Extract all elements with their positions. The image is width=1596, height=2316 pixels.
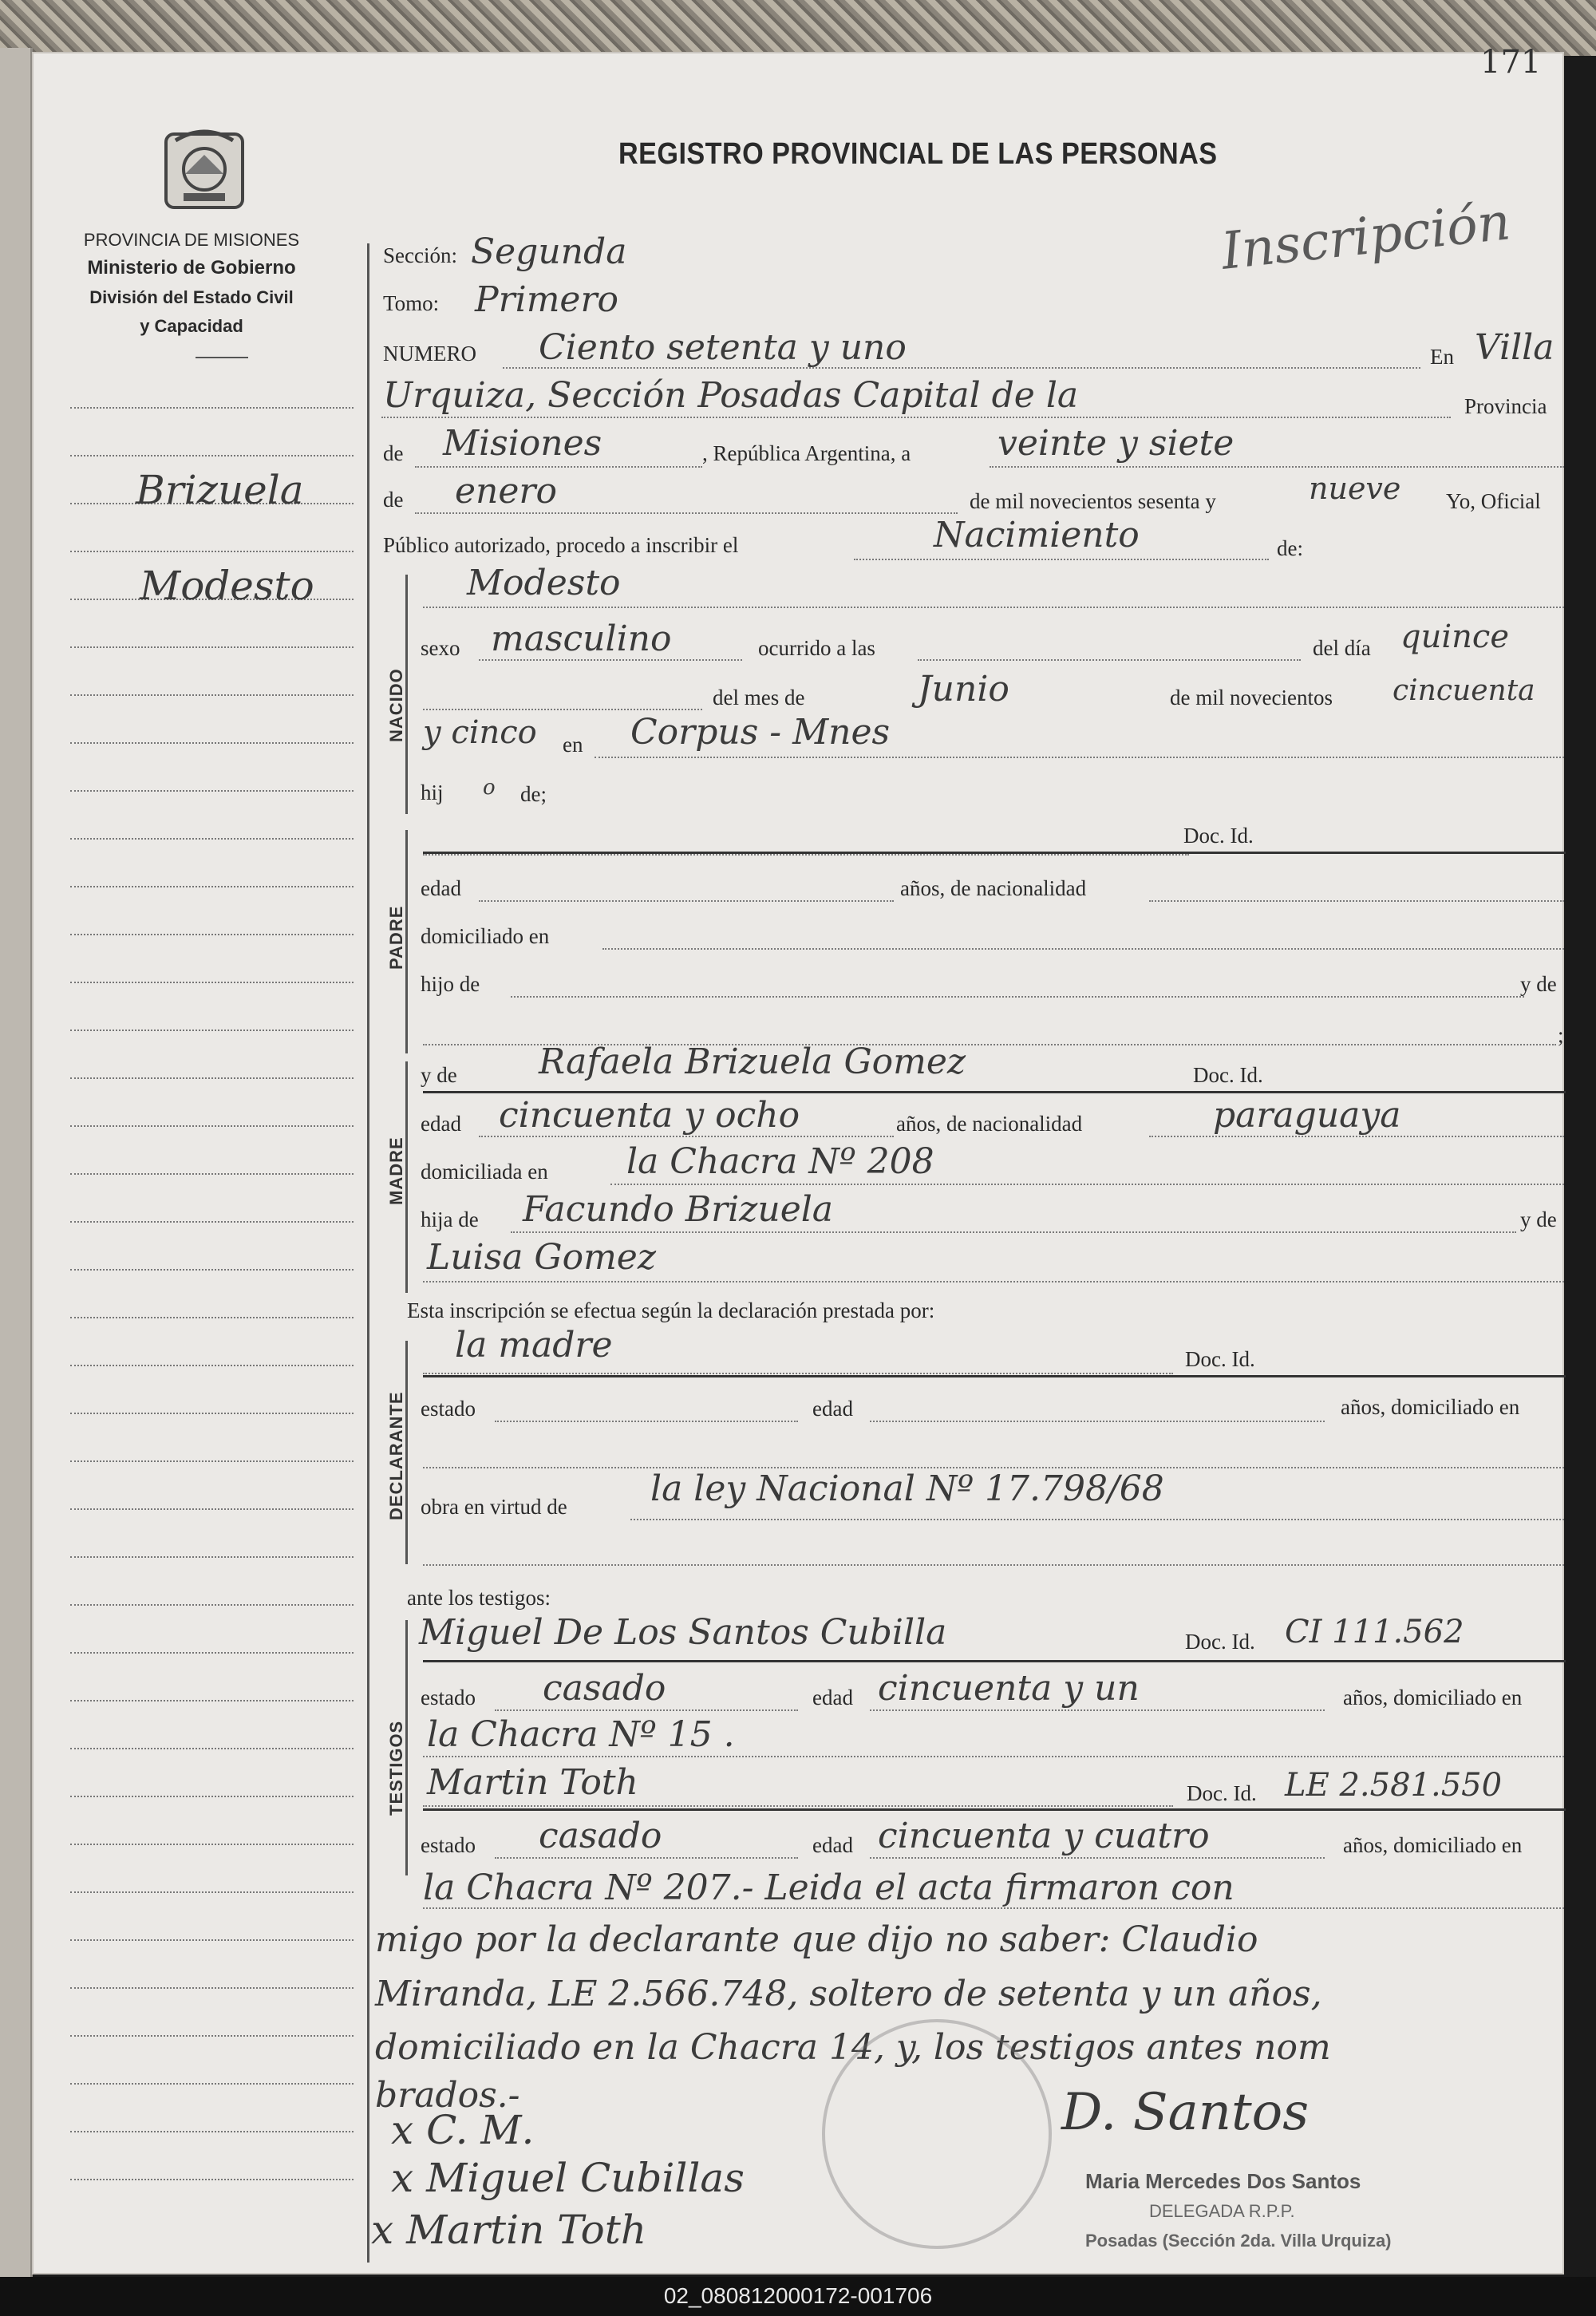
dept-division: División del Estado Civil bbox=[89, 287, 294, 307]
testigo1-doc-value: CI 111.562 bbox=[1285, 1614, 1464, 1650]
mes-value: Junio bbox=[918, 669, 1009, 709]
official-seal bbox=[822, 2019, 1052, 2249]
madre-section: MADRE bbox=[386, 1136, 406, 1205]
testigos-section: TESTIGOS bbox=[386, 1720, 406, 1816]
testigo2-name: Martin Toth bbox=[427, 1762, 638, 1803]
margin-notes-column bbox=[70, 383, 354, 2219]
numero-label: NUMERO bbox=[383, 342, 477, 366]
testigo2-edad-label: edad bbox=[812, 1833, 853, 1857]
testigo1-estado-label: estado bbox=[421, 1686, 476, 1709]
signature-3: x Martin Toth bbox=[371, 2207, 647, 2253]
nacido-name: Modesto bbox=[467, 563, 621, 603]
testigo2-estado-value: casado bbox=[539, 1816, 662, 1856]
closing-line-1: migo por la declarante que dijo no saber: Claudio bbox=[375, 1919, 1258, 1960]
madre-y-de-label: y de bbox=[421, 1063, 457, 1087]
binding-spine bbox=[0, 48, 33, 2282]
yo-oficial-label: Yo, Oficial bbox=[1446, 489, 1541, 513]
declarante-estado-label: estado bbox=[421, 1397, 476, 1421]
date-month-value: enero bbox=[455, 471, 557, 512]
province-crest-icon bbox=[160, 120, 249, 215]
testigo2-domicilio-value: la Chacra Nº 207.- Leida el acta firmaron con bbox=[423, 1867, 1235, 1908]
mes-label: del mes de bbox=[713, 686, 805, 709]
declarante-docid-label: Doc. Id. bbox=[1185, 1347, 1255, 1371]
nacido-mil-label: de mil novecientos bbox=[1170, 686, 1333, 709]
padre-nacionalidad-label: años, de nacionalidad bbox=[900, 876, 1087, 900]
numero-value: Ciento setenta y uno bbox=[539, 327, 907, 368]
hij-value: o bbox=[483, 776, 496, 800]
official-name: Maria Mercedes Dos Santos bbox=[1085, 2169, 1361, 2193]
sexo-value: masculino bbox=[491, 619, 672, 659]
page-title: REGISTRO PROVINCIAL DE LAS PERSONAS bbox=[618, 137, 1218, 171]
testigo1-edad-value: cincuenta y un bbox=[878, 1668, 1140, 1709]
padre-section: PADRE bbox=[386, 905, 406, 970]
margin-divider bbox=[367, 243, 369, 2263]
testigo1-docid-label: Doc. Id. bbox=[1185, 1630, 1255, 1654]
provincia-label: Provincia bbox=[1464, 394, 1547, 418]
testigo1-estado-value: casado bbox=[543, 1668, 666, 1709]
publico-label: Público autorizado, procedo a inscribir el bbox=[383, 533, 739, 557]
official-signature: D. Santos bbox=[1061, 2083, 1310, 2142]
madre-edad-label: edad bbox=[421, 1112, 461, 1136]
closing-line-2: Miranda, LE 2.566.748, soltero de setenta y un años, bbox=[375, 1974, 1322, 2014]
folio-number: 171 bbox=[1480, 44, 1542, 81]
madre-edad-value: cincuenta y ocho bbox=[499, 1095, 800, 1136]
madre-domiciliada-label: domiciliada en bbox=[421, 1160, 548, 1184]
nacido-year-value-2: y cinco bbox=[423, 714, 537, 751]
madre-madre-value: Luisa Gomez bbox=[427, 1237, 657, 1278]
place-value: Urquiza, Sección Posadas Capital de la bbox=[383, 375, 1079, 416]
dept-ministry: Ministerio de Gobierno bbox=[87, 257, 296, 279]
tomo-label: Tomo: bbox=[383, 291, 440, 315]
testigo2-doc-value: LE 2.581.550 bbox=[1285, 1767, 1503, 1804]
de-label: de bbox=[383, 441, 404, 465]
testigos-intro-label: ante los testigos: bbox=[407, 1586, 551, 1610]
padre-hijo-label: hijo de bbox=[421, 972, 480, 996]
declarante-anos-label: años, domiciliado en bbox=[1341, 1395, 1520, 1419]
madre-nacionalidad-value: paraguaya bbox=[1213, 1095, 1401, 1136]
en-value: Villa bbox=[1475, 327, 1555, 368]
madre-name: Rafaela Brizuela Gomez bbox=[539, 1041, 966, 1082]
testigo2-estado-label: estado bbox=[421, 1833, 476, 1857]
seccion-label: Sección: bbox=[383, 243, 457, 267]
de-colon-label: de: bbox=[1277, 536, 1303, 560]
testigo2-docid-label: Doc. Id. bbox=[1187, 1781, 1257, 1805]
official-place: Posadas (Sección 2da. Villa Urquiza) bbox=[1085, 2231, 1392, 2251]
official-role: DELEGADA R.P.P. bbox=[1149, 2201, 1295, 2221]
year-value: nueve bbox=[1309, 471, 1401, 506]
padre-domiciliado-label: domiciliado en bbox=[421, 924, 550, 948]
nacido-year-value: cincuenta bbox=[1393, 674, 1535, 707]
margin-name: Modesto bbox=[140, 563, 314, 609]
testigo2-edad-value: cincuenta y cuatro bbox=[878, 1816, 1210, 1856]
de-label-2: de bbox=[383, 488, 404, 512]
nacido-en-label: en bbox=[563, 733, 583, 757]
testigo1-anos-label: años, domiciliado en bbox=[1343, 1686, 1523, 1709]
sexo-label: sexo bbox=[421, 636, 460, 660]
provincia-value: Misiones bbox=[443, 423, 602, 464]
madre-nacionalidad-label: años, de nacionalidad bbox=[896, 1112, 1083, 1136]
del-dia-label: del día bbox=[1313, 636, 1371, 660]
dept-capacity: y Capacidad bbox=[140, 316, 243, 336]
nacido-section: NACIDO bbox=[386, 668, 406, 742]
book-cover-pattern bbox=[0, 0, 1596, 56]
hij-label: hij bbox=[421, 781, 444, 804]
signature-1: x C. M. bbox=[391, 2107, 535, 2153]
padre-semicolon: ; bbox=[1558, 1023, 1564, 1047]
acto-value: Nacimiento bbox=[934, 515, 1140, 555]
testigo1-name: Miguel De Los Santos Cubilla bbox=[419, 1612, 947, 1653]
ocurrido-label: ocurrido a las bbox=[758, 636, 875, 660]
footer-code: 02_080812000172-001706 bbox=[663, 2283, 933, 2308]
madre-hija-label: hija de bbox=[421, 1207, 479, 1231]
obra-label: obra en virtud de bbox=[421, 1495, 567, 1519]
republica-label: , República Argentina, a bbox=[702, 441, 911, 465]
closing-line-3: domiciliado en la Chacra 14, y, los testigos antes nom bbox=[375, 2027, 1331, 2068]
inscripcion-stamp: Inscripción bbox=[1219, 192, 1514, 282]
testigo1-edad-label: edad bbox=[812, 1686, 853, 1709]
mil-label: de mil novecientos sesenta y bbox=[970, 489, 1216, 513]
madre-y-de-label-2: y de bbox=[1520, 1207, 1557, 1231]
padre-y-de-label: y de bbox=[1520, 972, 1557, 996]
tomo-value: Primero bbox=[475, 279, 618, 320]
signature-2: x Miguel Cubillas bbox=[391, 2155, 745, 2201]
madre-domicilio-value: la Chacra Nº 208 bbox=[626, 1141, 934, 1182]
declarante-intro-label: Esta inscripción se efectua según la declaración prestada por: bbox=[407, 1298, 935, 1322]
declarante-edad-label: edad bbox=[812, 1397, 853, 1421]
dept-province: PROVINCIA DE MISIONES bbox=[83, 230, 300, 250]
padre-edad-label: edad bbox=[421, 876, 461, 900]
seccion-value: Segunda bbox=[471, 231, 627, 272]
madre-padre-value: Facundo Brizuela bbox=[523, 1189, 834, 1230]
closing-line-4: brados.- bbox=[375, 2075, 520, 2116]
dia-value: quince bbox=[1400, 619, 1509, 655]
date-day-value: veinte y siete bbox=[998, 423, 1235, 464]
en-label: En bbox=[1430, 345, 1454, 369]
lugar-value: Corpus - Mnes bbox=[630, 712, 891, 753]
madre-docid-label: Doc. Id. bbox=[1193, 1063, 1263, 1087]
testigo2-anos-label: años, domiciliado en bbox=[1343, 1833, 1523, 1857]
margin-surname: Brizuela bbox=[136, 467, 304, 513]
declarante-section: DECLARANTE bbox=[386, 1391, 406, 1520]
obra-value: la ley Nacional Nº 17.798/68 bbox=[650, 1468, 1164, 1509]
dept-rule bbox=[196, 357, 248, 358]
testigo1-domicilio-value: la Chacra Nº 15 . bbox=[427, 1714, 735, 1755]
hij-de-label: de; bbox=[520, 782, 547, 806]
declarante-name: la madre bbox=[455, 1325, 613, 1365]
padre-docid-label: Doc. Id. bbox=[1183, 824, 1254, 848]
